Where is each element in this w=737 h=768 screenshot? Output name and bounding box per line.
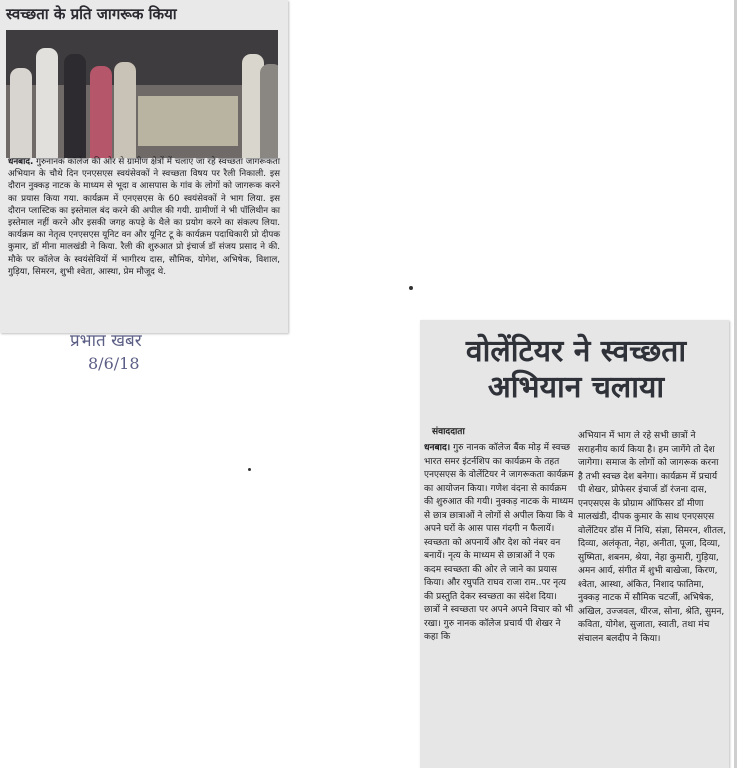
speck xyxy=(248,468,251,471)
photo-banner xyxy=(138,96,238,146)
clipping-1-headline: स्वच्छता के प्रति जागरूक किया xyxy=(6,5,177,23)
clipping-2-left-column xyxy=(424,442,574,645)
photo-person xyxy=(114,62,136,158)
photo-person xyxy=(64,54,86,158)
clipping-2-byline: संवाददाता xyxy=(432,427,465,437)
handwritten-date: 8/6/18 xyxy=(88,354,140,373)
photo-person xyxy=(10,68,32,158)
photo-person xyxy=(90,66,112,158)
photo-person xyxy=(36,48,58,158)
clipping-2-headline: वोलेंटियर ने स्वच्छता अभियान चलाया xyxy=(465,334,687,405)
clipping-2-right-column: अभियान में भाग ले रहे सभी छात्रों ने सराहनीय कार्य किया है। हम जागेंगे तो देश जागेगा। समाज के लोगों को जागरूक करना है तभी स्वच्छ देश बनेगा। कार्यक्रम में प्रचार्य पी शेखर, प्रोफेसर इंचार्ज डॉ रंजना दास, एनएसएस के प्रोग्राम ऑफिसर डॉ मीणा मालखंडी, दीपक कुमार के साथ एनएसएस वोलेंटियर डॉस में निधि, संज्ञा, सिमरन, शीतल, दिव्या, अलंकृता, नेहा, अनीता, पूजा, दिव्या, सुष्मिता, शबनम, श्रेया, नेहा कुमारी, गुड़िया, अमन आर्य, संगीत में शुभी बाखेजा, किरण, श्वेता, आस्था, अंकित, निशाद फातिमा, नुक्कड़ नाटक में सौमिक चटर्जी, अभिषेक, अखिल, उज्जवल, धीरज, सोना, श्रेति, सुमन, कविता, योगेश, सुजाता, स्वाती, तथा मंच संचालन बलदीप ने किया। xyxy=(578,431,726,644)
handwritten-paper-name: प्रभात खबर xyxy=(70,331,142,351)
photo-person xyxy=(260,64,278,158)
speck xyxy=(409,286,413,290)
group-photo xyxy=(6,30,278,158)
news-clipping-1 xyxy=(0,0,288,333)
clipping-1-body xyxy=(8,156,280,278)
clipping-1-dateline: धनबाद. xyxy=(8,157,34,167)
news-clipping-2 xyxy=(420,320,729,768)
clipping-2-dateline: धनबाद। xyxy=(424,443,451,453)
clipping-2-left-text: गुरु नानक कॉलेज बैंक मोड़ में स्वच्छ भारत समर इंटर्नशिप का कार्यक्रम के तहत एनएसएस के वोलेंटियर ने जागरूकता कार्यक्रम का आयोजन किया। गणेश वंदना से कार्यक्रम की शुरुआत की गयी। नुक्कड़ नाटक के माध्यम से छात्र छात्राओं ने लोगों से अपील किया कि वे अपने घरों के आस पास गंदगी न फैलायें। स्वच्छता को अपनायें और देश को नंबर वन बनायें। नृत्य के माध्यम से छात्राओं ने एक कदम स्वच्छता की ओर ले जाने का प्रयास किया। और रघुपति राघव राजा राम..पर नृत्य की प्रस्तुति देकर स्वच्छता का संदेश दिया। छात्रों ने स्वच्छता पर अपने अपने विचार को भी रखा। गुरु नानक कॉलेज प्रचार्य पी शेखर ने कहा कि xyxy=(424,443,574,642)
clipping-1-text: गुरुनानक कॉलेज की ओर से ग्रामीण क्षेत्रों में चलाए जा रहे स्वच्छता जागरूकता अभियान के चौथे दिन एनएसएस स्वयंसेवकों ने स्वच्छता विषय पर रैली निकाली. इस दौरान नुक्कड़ नाटक के माध्यम से भूदा व आसपास के गांव के लोगों को जागरूक करने का प्रयास किया गया. कार्यक्रम में एनएसएस के 60 स्वयंसेवकों ने भाग लिया. इस दौरान प्लास्टिक का इस्तेमाल बंद करने की अपील की गयी. ग्रामीणों ने भी पॉलिथीन का इस्तेमाल नहीं करने और इसकी जगह कपड़े के थैले का प्रयोग करने का संकल्प लिया. कार्यक्रम का नेतृत्व एनएसएस यूनिट वन और यूनिट टू के कार्यक्रम पदाधिकारी प्रो दीपक कुमार, डॉ मीना मालखंडी ने किया. रैली की शुरुआत प्रो इंचार्ज डॉ संजय प्रसाद ने की. मौके पर कॉलेज के स्वयंसेवियों में भागीरथ दास, सौमिक, योगेश, अभिषेक, विशाल, गुड़िया, सिमरन, शुभी श्वेता, आस्था, प्रेम मौजूद थे. xyxy=(8,157,280,277)
